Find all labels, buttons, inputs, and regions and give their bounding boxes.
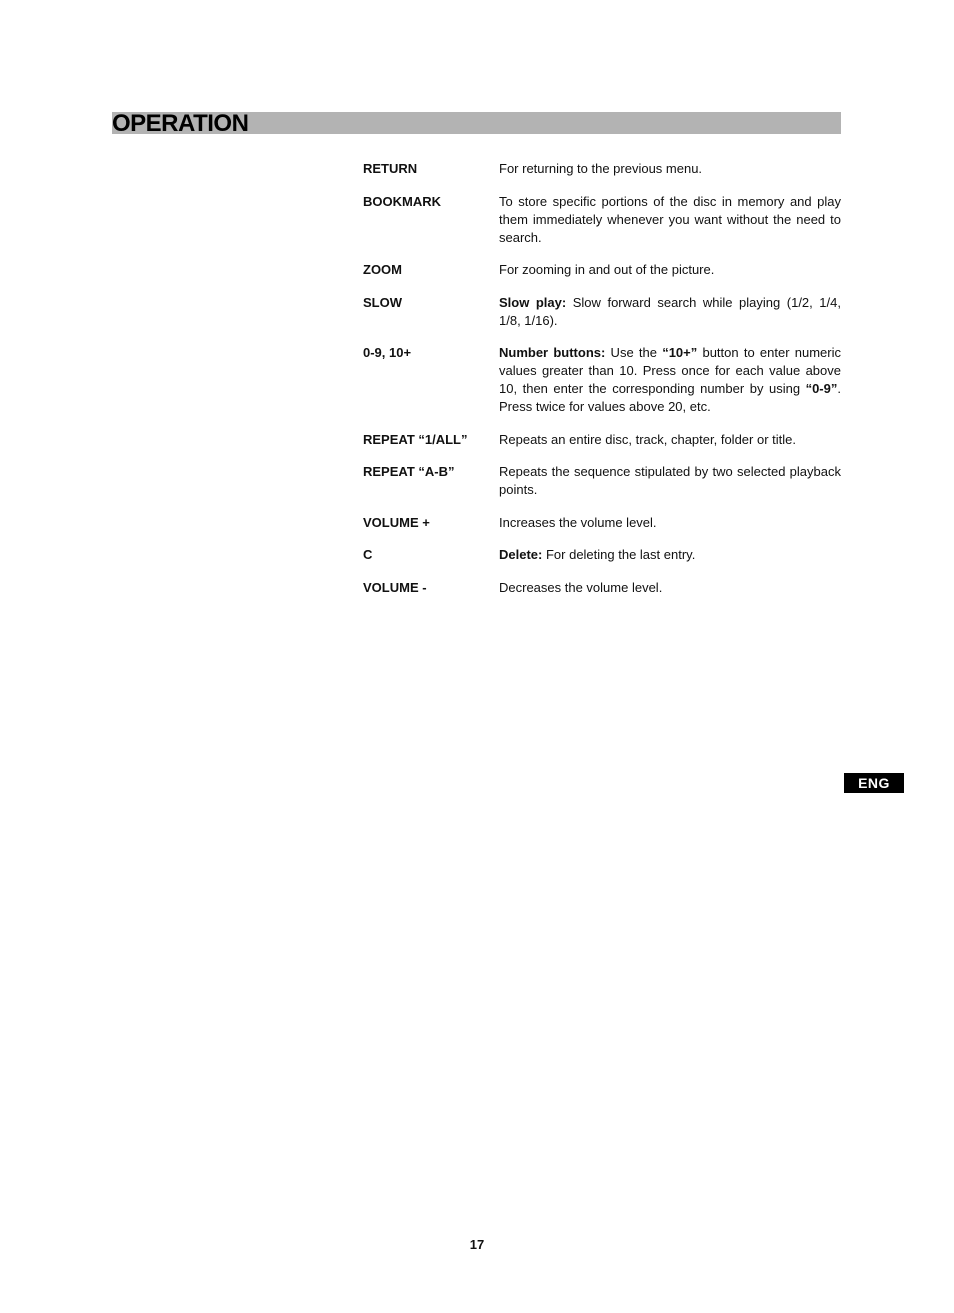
entry-key: SLOW (363, 294, 402, 310)
entry-key: C (363, 547, 373, 562)
entry-key: BOOKMARK (363, 193, 441, 209)
list-item (363, 344, 841, 416)
list-item (363, 463, 841, 499)
entry-description (499, 463, 841, 499)
page-number: 17 (469, 1237, 485, 1252)
entry-description (499, 514, 841, 532)
entry-description (499, 431, 841, 449)
description-text: Increases the volume level. (499, 514, 657, 530)
list-item (363, 193, 841, 247)
entry-key: REPEAT “A-B” (363, 464, 455, 479)
entry-description (499, 579, 841, 597)
entry-key: VOLUME - (363, 579, 427, 595)
description-emphasis: “10+” (662, 345, 698, 360)
entry-description (499, 344, 841, 416)
description-text: Repeats the sequence stipulated by two selected playback points. (499, 464, 841, 497)
description-text: Repeats an entire disc, track, chapter, folder or title. (499, 431, 796, 447)
list-item (363, 514, 841, 532)
entry-description (499, 160, 841, 178)
entry-description (499, 193, 841, 247)
entry-key: RETURN (363, 161, 418, 176)
description-emphasis: “0-9” (805, 381, 838, 396)
list-item (363, 431, 841, 449)
entry-description (499, 546, 841, 564)
description-emphasis: Delete: (499, 547, 543, 562)
entry-description (499, 294, 841, 330)
description-text: Slow forward search while playing (1/2, 1/4, 1/8, 1/16). (499, 294, 841, 328)
description-text: Decreases the volume level. (499, 579, 663, 595)
entry-key: VOLUME + (363, 514, 430, 530)
list-item (363, 160, 841, 178)
description-text: For deleting the last entry. (542, 547, 696, 562)
description-text: To store specific portions of the disc in memory and play them immediately whenever you want without the need to search. (499, 193, 841, 245)
button-description-list (363, 160, 841, 611)
description-text: Use the (605, 345, 663, 360)
list-item (363, 261, 841, 279)
language-badge: ENG (844, 773, 904, 793)
entry-key: ZOOM (363, 262, 402, 277)
entry-description (499, 261, 841, 279)
entry-key: REPEAT “1/ALL” (363, 431, 468, 447)
description-text: button to enter numeric values greater than 10. Press once for each value above 10, then enter the corresponding number by using (499, 345, 841, 396)
description-text: For zooming in and out of the picture. (499, 262, 715, 277)
description-emphasis: Number buttons: (499, 345, 606, 360)
description-text: For returning to the previous menu. (499, 161, 703, 176)
entry-key: 0-9, 10+ (363, 345, 412, 360)
description-text: . Press twice for values above 20, etc. (499, 381, 841, 414)
list-item (363, 579, 841, 597)
list-item (363, 294, 841, 330)
list-item (363, 546, 841, 564)
description-emphasis: Slow play: (499, 294, 567, 310)
section-title: OPERATION (112, 110, 249, 137)
